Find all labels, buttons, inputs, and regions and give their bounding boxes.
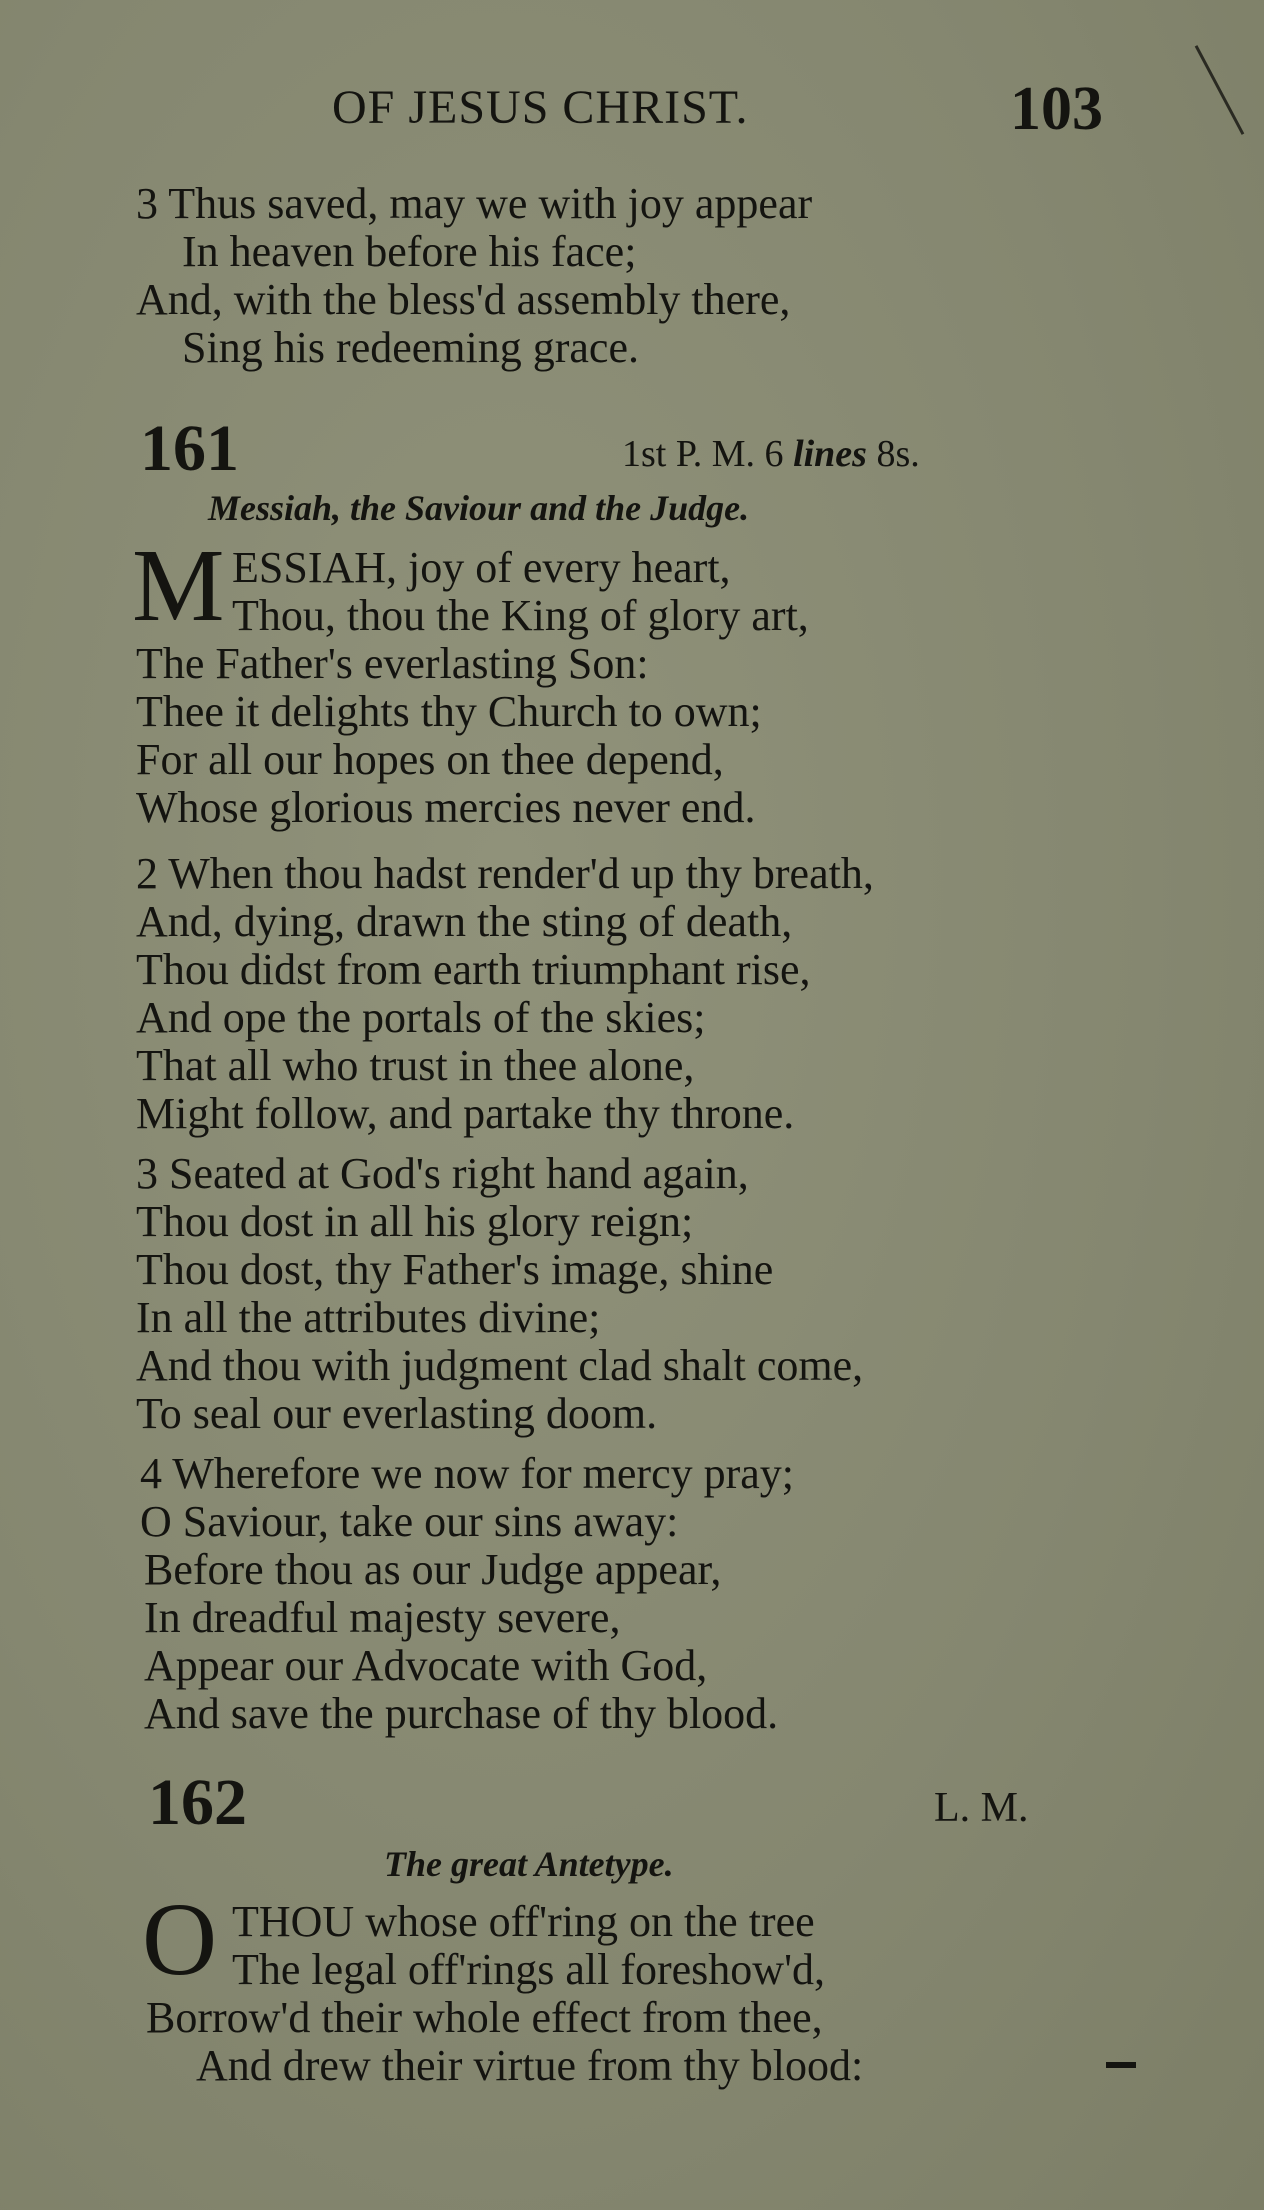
verse-line: 4 Wherefore we now for mercy pray;	[140, 1449, 795, 1498]
verse-line: In heaven before his face;	[182, 227, 637, 276]
verse-line: Thou didst from earth triumphant rise,	[136, 945, 811, 994]
verse-line: And thou with judgment clad shalt come,	[136, 1341, 864, 1390]
verse-line: THOU whose off'ring on the tree	[232, 1897, 815, 1946]
verse-line: 2 When thou hadst render'd up thy breath,	[136, 849, 874, 898]
verse-line: Thou dost, thy Father's image, shine	[136, 1245, 774, 1294]
verse-line: Thou dost in all his glory reign;	[136, 1197, 694, 1246]
verse-line: The Father's everlasting Son:	[136, 639, 649, 688]
hymn-subtitle: Messiah, the Saviour and the Judge.	[208, 488, 750, 528]
meter-text: 8s.	[876, 433, 920, 475]
hymn-meter	[622, 430, 920, 478]
verse-line: Borrow'd their whole effect from thee,	[146, 1993, 823, 2042]
verse-line: Might follow, and partake thy throne.	[136, 1089, 795, 1138]
verse-line: For all our hopes on thee depend,	[136, 735, 724, 784]
meter-text-italic: lines	[793, 433, 867, 475]
hymn-meter: L. M.	[934, 1785, 1029, 1831]
verse-line: Thou, thou the King of glory art,	[232, 591, 809, 640]
verse-line: In all the attributes divine;	[136, 1293, 601, 1342]
verse-line: 3 Seated at God's right hand again,	[136, 1149, 749, 1198]
hymn-number: 162	[148, 1766, 247, 1839]
running-title: OF JESUS CHRIST.	[332, 81, 749, 134]
verse-line: ESSIAH, joy of every heart,	[232, 543, 731, 592]
page-header	[0, 75, 1264, 150]
verse-line: 3 Thus saved, may we with joy appear	[136, 179, 813, 228]
verse-line: And, dying, drawn the sting of death,	[136, 897, 793, 946]
verse-line: And ope the portals of the skies;	[136, 993, 706, 1042]
verse-line: O Saviour, take our sins away:	[140, 1497, 679, 1546]
drop-cap: M	[132, 528, 225, 643]
drop-cap: O	[142, 1882, 218, 1997]
hymn-number: 161	[140, 412, 239, 485]
page-number: 103	[1010, 75, 1103, 143]
verse-line: Appear our Advocate with God,	[144, 1641, 708, 1690]
verse-line: Thee it delights thy Church to own;	[136, 687, 762, 736]
meter-text: 1st P. M. 6	[622, 433, 784, 475]
verse-line: Sing his redeeming grace.	[182, 323, 639, 372]
verse-line: And save the purchase of thy blood.	[144, 1689, 779, 1738]
continuation-dash	[1106, 2062, 1136, 2068]
verse-line: Whose glorious mercies never end.	[136, 783, 756, 832]
verse-line: In dreadful majesty severe,	[144, 1593, 621, 1642]
verse-line: The legal off'rings all foreshow'd,	[232, 1945, 825, 1994]
verse-line: And, with the bless'd assembly there,	[136, 275, 791, 324]
verse-line: That all who trust in thee alone,	[136, 1041, 695, 1090]
verse-line: To seal our everlasting doom.	[136, 1389, 658, 1438]
hymn-subtitle: The great Antetype.	[384, 1844, 674, 1884]
verse-line: Before thou as our Judge appear,	[144, 1545, 722, 1594]
verse-line: And drew their virtue from thy blood:	[196, 2041, 864, 2090]
